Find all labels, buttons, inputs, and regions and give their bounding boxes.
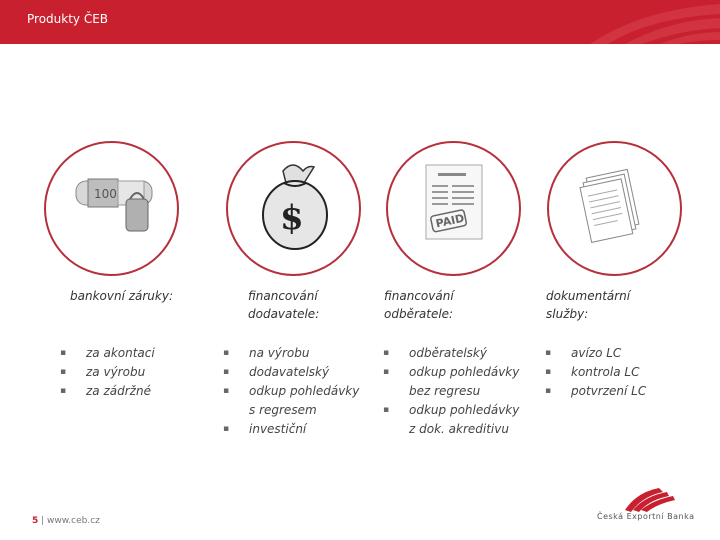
footer-separator: |	[38, 516, 48, 526]
money-roll-icon	[46, 143, 177, 274]
page-title: Produkty ČEB	[27, 12, 109, 26]
list-buyer-financing	[383, 344, 519, 439]
header-bar	[0, 0, 720, 44]
list-item: ▪ odkup pohledávky bez regresu	[383, 365, 520, 398]
list-supplier-financing	[223, 344, 359, 439]
circle-bank-guarantees	[44, 141, 179, 276]
circle-supplier-financing	[226, 141, 361, 276]
bullet-icon: ▪	[383, 405, 390, 415]
bullet-icon: ▪	[223, 348, 230, 358]
list-item: ▪ odkup pohledávky s regresem	[223, 384, 360, 417]
bullet-icon: ▪	[223, 386, 230, 396]
list-item: ▪ avízo LC	[545, 344, 646, 363]
bullet-icon: ▪	[223, 367, 230, 377]
paid-invoice-icon	[388, 143, 519, 274]
column-title-documentary-services: dokumentární služby:	[546, 289, 631, 321]
list-item: ▪ investiční	[223, 420, 359, 439]
bullet-icon: ▪	[60, 386, 67, 396]
list-item: ▪ potvrzení LC	[545, 382, 646, 401]
column-title-buyer-financing: financování odběratele:	[384, 289, 454, 321]
footer	[32, 516, 100, 526]
bullet-icon: ▪	[545, 367, 552, 377]
ceb-logo-icon	[597, 484, 697, 528]
circle-buyer-financing	[386, 141, 521, 276]
page-number: 5	[32, 516, 39, 526]
documents-icon	[549, 143, 680, 274]
list-item: ▪ za výrobu	[60, 363, 155, 382]
list-documentary-services	[545, 344, 646, 401]
list-item: ▪ za akontaci	[60, 344, 155, 363]
paid-stamp: PAID	[434, 211, 466, 231]
bullet-icon: ▪	[60, 367, 67, 377]
list-item: ▪ za zádržné	[60, 382, 155, 401]
svg-text:100: 100	[94, 187, 117, 201]
list-item: ▪ kontrola LC	[545, 363, 646, 382]
circle-documentary-services	[547, 141, 682, 276]
bullet-icon: ▪	[545, 348, 552, 358]
header-swoosh-decoration	[530, 0, 720, 44]
dollar-symbol: $	[280, 198, 304, 238]
bullet-icon: ▪	[383, 348, 390, 358]
list-item: ▪ odběratelský	[383, 344, 519, 363]
money-bag-icon	[228, 143, 359, 274]
list-item: ▪ na výrobu	[223, 344, 359, 363]
list-item: ▪ dodavatelský	[223, 363, 359, 382]
bullet-icon: ▪	[223, 424, 230, 434]
list-bank-guarantees	[60, 344, 155, 401]
bullet-icon: ▪	[383, 367, 390, 377]
logo-name: Česká Exportní Banka	[597, 512, 695, 521]
bullet-icon: ▪	[60, 348, 67, 358]
column-title-supplier-financing: financování dodavatele:	[248, 289, 320, 321]
list-item: ▪ odkup pohledávky z dok. akreditivu	[383, 403, 520, 436]
column-title-bank-guarantees: bankovní záruky:	[70, 289, 174, 303]
footer-url-link[interactable]: www.ceb.cz	[47, 516, 100, 526]
bullet-icon: ▪	[545, 386, 552, 396]
